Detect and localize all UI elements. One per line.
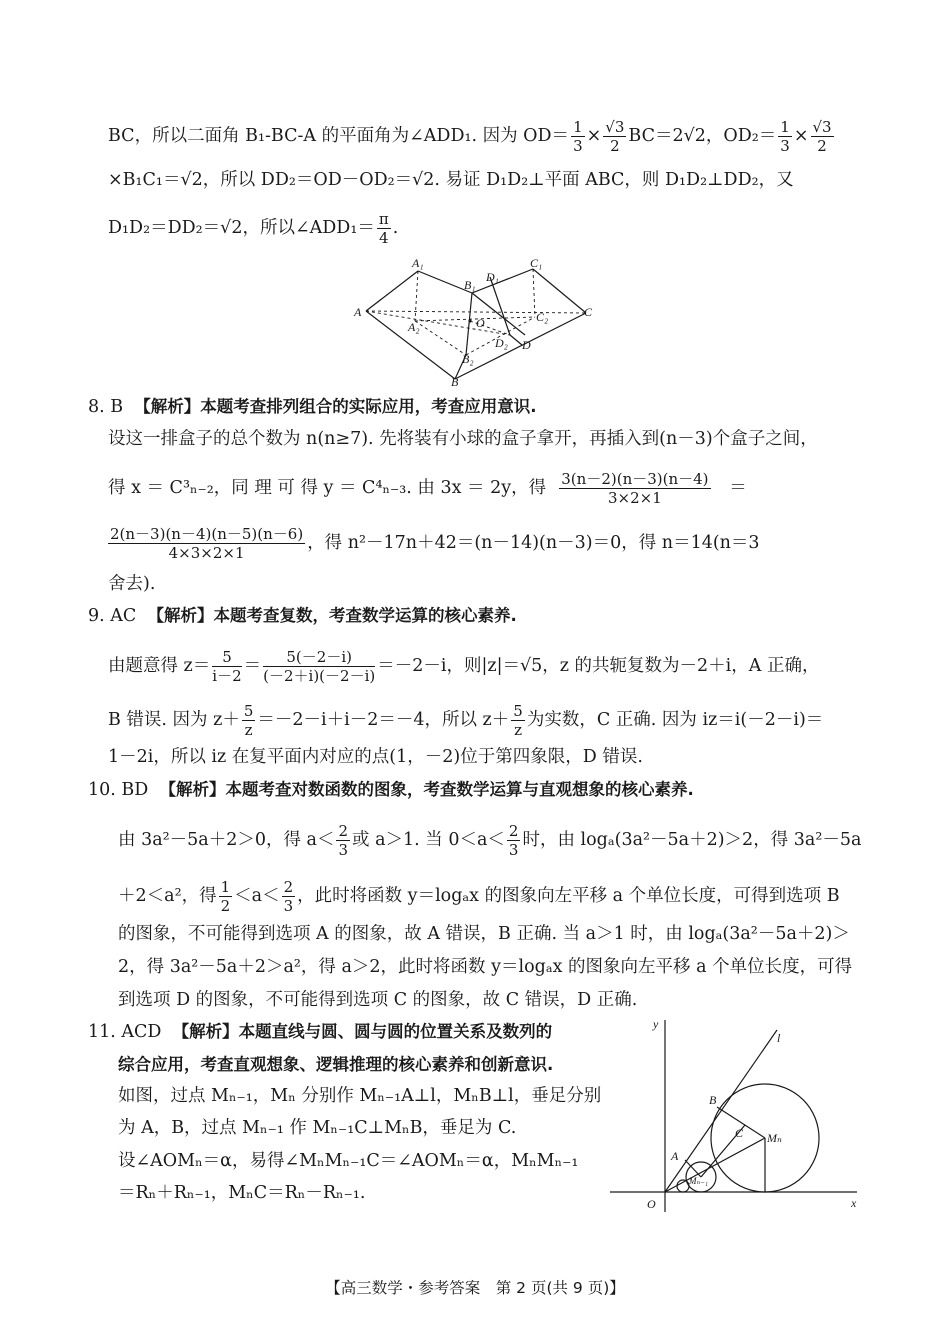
figure-circles bbox=[605, 1012, 865, 1212]
q9-heading: 9. AC 【解析】本题考查复数，考查数学运算的核心素养. bbox=[88, 606, 517, 626]
label-O: O bbox=[647, 1197, 656, 1211]
q9-line-3: 1－2i，所以 iz 在复平面内对应的点(1，－2)位于第四象限，D 错误. bbox=[108, 747, 643, 767]
p7-line-2: ×B₁C₁＝√2，所以 DD₂＝OD－OD₂＝√2. 易证 D₁D₂⊥平面 ABC，则 D₁D₂⊥DD₂，又 bbox=[108, 170, 794, 190]
label-A: A bbox=[354, 305, 362, 319]
fraction: $\frac{√3}{2}$ bbox=[812, 118, 832, 155]
label-B2: B₂ bbox=[462, 352, 474, 366]
q9-line-1: 由题意得 z＝ $\frac{5}{i-2}$ ＝ $\frac{5(-2-i)}{(-2+i)(-2-i)}$ ＝－2－i，则|z|＝√5，z 的共轭复数为－2＋i，A 正确， bbox=[108, 648, 820, 685]
q11-line-1: 综合应用，考查直观想象、逻辑推理的核心素养和创新意识. bbox=[118, 1055, 554, 1074]
q10-line-2: ＋2＜a²，得 $\frac{1}{2}$ ＜a＜ $\frac{2}{3}$ ，此时将函数 y＝logₐx 的图象向左平移 a 个单位长度，可得到选项 B bbox=[118, 878, 840, 915]
fraction: $\frac{2}{3}$ bbox=[283, 878, 294, 915]
q11-line-3: 为 A，B，过点 Mₙ₋₁ 作 Mₙ₋₁C⊥MₙB，垂足为 C. bbox=[118, 1118, 517, 1138]
fraction: $\frac{5}{z}$ bbox=[513, 702, 523, 739]
fraction: $\frac{5}{i-2}$ bbox=[212, 648, 242, 685]
label-A1: A₁ bbox=[412, 256, 424, 270]
q11-line-5: ＝Rₙ＋Rₙ₋₁，MₙC＝Rₙ－Rₙ₋₁. bbox=[118, 1183, 366, 1203]
q9-line-2: B 错误. 因为 z＋ $\frac{5}{z}$ ＝－2－i＋i－2＝－4，所以 z＋ $\frac{5}{z}$ 为实数，C 正确. 因为 iz＝i(－2－i)＝ bbox=[108, 702, 824, 739]
q11-line-2: 如图，过点 Mₙ₋₁，Mₙ 分别作 Mₙ₋₁A⊥l，MₙB⊥l，垂足分别 bbox=[118, 1086, 602, 1106]
label-B: B bbox=[451, 375, 459, 389]
q10-heading: 10. BD 【解析】本题考查对数函数的图象，考查数学运算与直观想象的核心素养. bbox=[88, 780, 694, 800]
fraction: $\frac{2}{3}$ bbox=[508, 822, 519, 859]
label-l: l bbox=[777, 1031, 781, 1045]
label-C: C bbox=[735, 1126, 744, 1140]
fraction: $\frac{5}{z}$ bbox=[243, 702, 254, 739]
q8-line-4: 舍去). bbox=[108, 574, 156, 594]
fraction: $\frac{3(n-2)(n-3)(n-4)}{3\times 2\times 1}$ bbox=[561, 470, 709, 507]
q8-heading: 8. B 【解析】本题考查排列组合的实际应用，考查应用意识. bbox=[88, 397, 537, 417]
label-C1: C₁ bbox=[530, 256, 543, 270]
label-Mn-1: Mₙ₋₁ bbox=[689, 1176, 709, 1186]
label-C: C bbox=[584, 305, 593, 319]
label-A2: A₂ bbox=[408, 320, 420, 334]
q10-line-3: 的图象，不可能得到选项 A 的图象，故 A 错误，B 正确. 当 a＞1 时，由 logₐ(3a²－5a＋2)＞ bbox=[118, 924, 850, 944]
q10-line-4: 2，得 3a²－5a＋2＞a²，得 a＞2，此时将函数 y＝logₐx 的图象向左平移 a 个单位长度，可得 bbox=[118, 957, 853, 977]
p7-line-1: BC，所以二面角 B₁-BC-A 的平面角为∠ADD₁. 因为 OD＝ $\frac{1}{3}$ × $\frac{√3}{2}$ BC＝2√2，OD₂＝ $\frac{1}{3}$ × $\frac{√3}{2}$ bbox=[108, 118, 832, 155]
label-D: D bbox=[522, 338, 531, 352]
q10-line-5: 到选项 D 的图象，不可能得到选项 C 的图象，故 C 错误，D 正确. bbox=[118, 990, 638, 1010]
label-x: x bbox=[851, 1196, 857, 1210]
fraction: $\frac{2}{3}$ bbox=[338, 822, 349, 859]
label-A: A bbox=[671, 1149, 679, 1163]
label-y: y bbox=[653, 1017, 659, 1031]
q8-line-2: 得 x ＝ C³ₙ₋₂，同 理 可 得 y ＝ C⁴ₙ₋₃. 由 3x ＝ 2y，得 $\frac{3(n-2)(n-3)(n-4)}{3\times 2\times 1}$ ＝ bbox=[108, 470, 747, 507]
label-D2: D₂ bbox=[495, 336, 508, 350]
fraction: $\frac{\pi}{4}$ bbox=[378, 210, 389, 247]
page-footer: 【高三数学・参考答案 第 2 页(共 9 页)】 bbox=[325, 1279, 625, 1297]
q10-line-1: 由 3a²－5a＋2＞0，得 a＜ $\frac{2}{3}$ 或 a＞1. 当 0＜a＜ $\frac{2}{3}$ 时，由 logₐ(3a²－5a＋2)＞2，得 3a²－5a bbox=[118, 822, 862, 859]
fraction: $\frac{1}{3}$ bbox=[780, 118, 790, 155]
fraction: $\frac{1}{2}$ bbox=[220, 878, 231, 915]
label-B1: B₁ bbox=[464, 278, 476, 292]
label-D1: D₁ bbox=[486, 270, 499, 284]
p7-line-3: D₁D₂＝DD₂＝√2，所以∠ADD₁＝ $\frac{\pi}{4}$ . bbox=[108, 210, 399, 247]
label-C2: C₂ bbox=[536, 310, 549, 324]
q8-line-3: $\frac{2(n-3)(n-4)(n-5)(n-6)}{4\times 3\times 2\times 1}$ ，得 n²－17n＋42＝(n－14)(n－3)＝0，得 n＝14(n＝3 bbox=[110, 525, 760, 562]
label-O: O bbox=[476, 316, 485, 330]
fraction: $\frac{√3}{2}$ bbox=[605, 118, 625, 155]
q8-line-1: 设这一排盒子的总个数为 n(n≥7). 先将装有小球的盒子拿开，再插入到(n－3)个盒子之间， bbox=[108, 429, 818, 449]
label-Mn: Mₙ bbox=[767, 1131, 782, 1145]
fraction: $\frac{5(-2-i)}{(-2+i)(-2-i)}$ bbox=[263, 648, 376, 685]
q11-heading: 11. ACD 【解析】本题直线与圆、圆与圆的位置关系及数列的 bbox=[88, 1022, 553, 1042]
fraction: $\frac{1}{3}$ bbox=[573, 118, 583, 155]
label-B: B bbox=[709, 1093, 717, 1107]
q11-line-4: 设∠AOMₙ＝α，易得∠MₙMₙ₋₁C＝∠AOMₙ＝α，MₙMₙ₋₁ bbox=[118, 1151, 579, 1171]
fraction: $\frac{2(n-3)(n-4)(n-5)(n-6)}{4\times 3\times 2\times 1}$ bbox=[110, 525, 304, 562]
figure-prism bbox=[350, 255, 600, 390]
